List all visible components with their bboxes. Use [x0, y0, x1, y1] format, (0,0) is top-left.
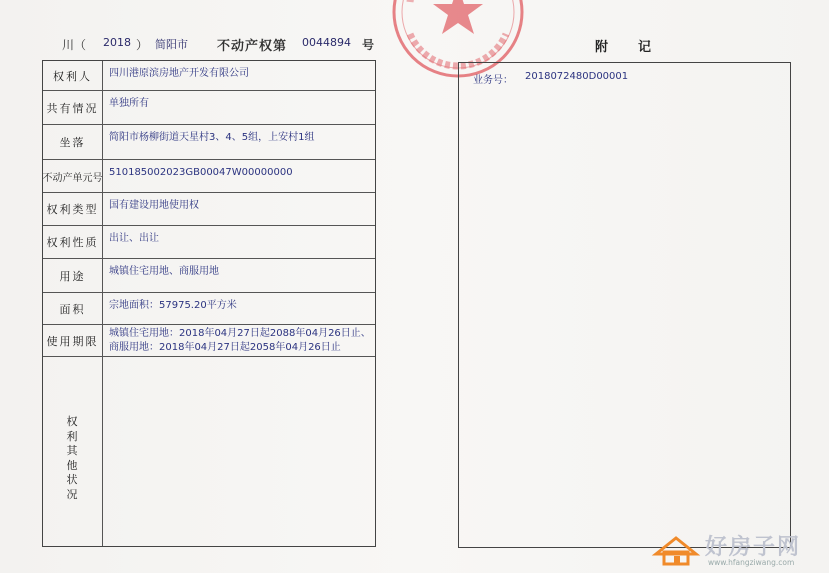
label-owner: 权利人	[43, 61, 103, 90]
row-term	[43, 325, 375, 357]
row-area	[43, 293, 375, 325]
row-location	[43, 125, 375, 160]
value-unit-number: 510185002023GB00047W00000000	[109, 167, 293, 178]
row-unit-number	[43, 160, 375, 193]
certificate-number: 0044894	[302, 36, 351, 49]
attachment-title: 附记	[595, 40, 682, 55]
row-other-status	[43, 355, 375, 546]
label-area: 面积	[43, 293, 103, 324]
business-number-label: 业务号：	[473, 75, 513, 86]
watermark-brand: 好房子网	[705, 534, 802, 560]
row-owner	[43, 61, 375, 91]
value-right-type: 国有建设用地使用权	[109, 200, 199, 211]
value-co-ownership: 单独所有	[109, 98, 149, 109]
value-owner: 四川港原滨房地产开发有限公司	[109, 68, 249, 79]
label-location: 坐落	[43, 125, 103, 159]
label-unit-number: 不动产单元号	[43, 160, 103, 192]
business-number: 2018072480D00001	[525, 71, 629, 82]
value-location: 简阳市杨柳街道天星村3、4、5组，上安村1组	[109, 132, 315, 143]
header-suffix: 号	[362, 38, 375, 52]
label-term: 使用期限	[43, 325, 103, 356]
certificate-title: 不动产权第	[217, 39, 288, 54]
header-city: 简阳市	[155, 38, 188, 51]
label-other-status: 权利其他状况	[66, 415, 78, 501]
row-usage	[43, 259, 375, 293]
attachment-box	[458, 62, 791, 548]
header-prefix: 川（	[62, 38, 87, 52]
value-right-nature: 出让、出让	[109, 233, 159, 244]
label-right-type: 权利类型	[43, 193, 103, 225]
label-cell-other	[43, 355, 103, 546]
value-area: 宗地面积：57975.20平方米	[109, 300, 237, 311]
row-co-ownership	[43, 91, 375, 125]
row-right-type	[43, 193, 375, 226]
watermark-url: www.hfangziwang.com	[708, 558, 795, 567]
value-term: 城镇住宅用地：2018年04月27日起2088年04月26日止、商服用地：2018年04月27日起2058年04月26日止	[109, 328, 371, 353]
property-info-table	[42, 60, 376, 547]
value-usage: 城镇住宅用地、商服用地	[109, 266, 219, 277]
header-close-paren: ）	[136, 38, 149, 52]
label-usage: 用途	[43, 259, 103, 292]
label-co-ownership: 共有情况	[43, 91, 103, 124]
row-right-nature	[43, 226, 375, 259]
header-year: 2018	[103, 36, 131, 49]
label-right-nature: 权利性质	[43, 226, 103, 258]
